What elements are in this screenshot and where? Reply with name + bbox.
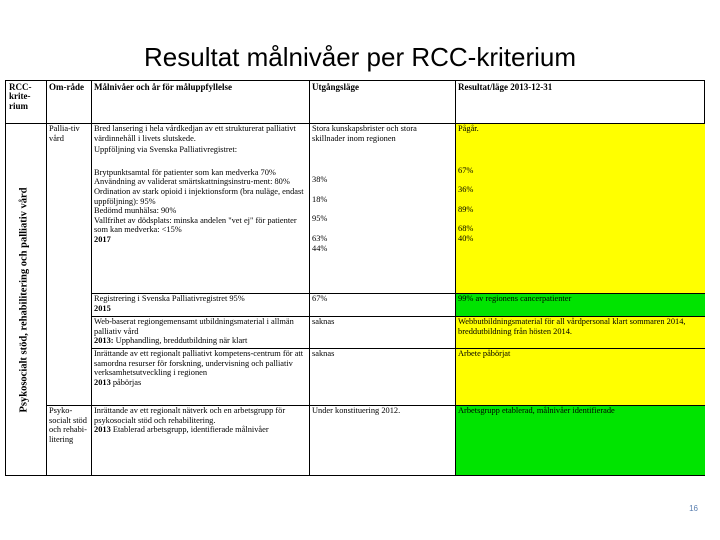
grid-line: [46, 405, 705, 406]
row1-goal-line: Bedömd munhälsa: 90%: [94, 206, 177, 216]
row1-result-line: 40%: [458, 233, 474, 243]
row1-baseline-line: 18%: [312, 194, 328, 204]
row1-goal-year: 2017: [94, 234, 111, 244]
row4-goal: [91, 348, 309, 405]
row1-goal-line: Brytpunktsamtal för patienter som kan medverka 70%: [94, 167, 276, 177]
row3-goal-year: 2013:: [94, 336, 114, 346]
row4-result: Arbete påbörjat: [458, 349, 511, 358]
grid-line: [91, 316, 705, 317]
results-table: [5, 80, 705, 476]
row2-goal: [91, 293, 309, 316]
row1-result-line: 89%: [458, 204, 474, 214]
criterion-label: Psykosocialt stöd, rehabilitering och palliativ vård: [18, 187, 30, 413]
row1-result-line: 36%: [458, 185, 474, 195]
grid-line: [46, 81, 47, 475]
grid-line: [91, 81, 92, 475]
row5-goal-text: Inrättande av ett regionalt nätverk och en arbetsgrupp för psykosocialt stöd och rehabilitering.: [94, 406, 286, 425]
criterion-label-cell: [9, 125, 39, 475]
row3-goal: [91, 316, 309, 348]
row1-baseline-line: 95%: [312, 214, 328, 224]
row5-goal-year: 2013: [94, 425, 111, 435]
row2-goal-text: Registrering i Svenska Palliativregistret 95%: [94, 294, 245, 303]
row1-baseline-line: 44%: [312, 243, 328, 253]
row5-result: Arbetsgrupp etablerad, målnivåer identifierade: [458, 406, 615, 415]
grid-line: [309, 81, 310, 475]
row1-goal-line: Bred lansering i hela vårdkedjan av ett strukturerat palliativt värdinnehåll i livets slutskede.: [94, 124, 296, 143]
row5-baseline: Under konstituering 2012.: [312, 406, 401, 415]
row1-goal-line: Ordination av stark opioid i injektionsform (bra nuläge, endast uppföljning): 95%: [94, 186, 304, 206]
row5-goal: [91, 405, 309, 475]
row1-goal-line: Vallfrihet av dödsplats: minska andelen "vet ej" för patienter som kan medverka: <15%: [94, 215, 297, 235]
row2-goal-year: 2015: [94, 303, 111, 313]
row1-goal-line: Uppföljning via Svenska Palliativregistret:: [94, 145, 238, 155]
page-number: 16: [689, 504, 698, 513]
row5-goal-tail: Etablerad arbetsgrupp, identifierade målnivåer: [112, 425, 269, 435]
row4-goal-tail: påbörjas: [112, 377, 142, 387]
row1-result-line: 67%: [458, 165, 474, 175]
header-baseline: Utgångsläge: [312, 82, 359, 92]
row2-result: 99% av regionens cancerpatienter: [458, 294, 572, 303]
row4-goal-text: Inrättande av ett regionalt palliativt kompetens-centrum för att samordna resurser för forskning, undervisning och palliativ verksamhetsutveckling i regionen: [94, 349, 304, 378]
row1-baseline-line: 63%: [312, 233, 328, 243]
grid-line: [91, 293, 705, 294]
header-goal-levels: Målnivåer och år för måluppfyllelse: [94, 82, 232, 92]
row1-result-line: 68%: [458, 224, 474, 234]
row1-goal: [91, 123, 309, 293]
row1-result: [455, 123, 705, 293]
area-palliativ: Pallia-tiv vård: [49, 124, 80, 143]
row2-baseline: 67%: [312, 294, 328, 303]
slide-title: Resultat målnivåer per RCC-kriterium: [144, 42, 576, 72]
row1-baseline-line: 38%: [312, 175, 328, 185]
row4-goal-year: 2013: [94, 377, 111, 387]
row3-result: Webbutbildningsmaterial för all vårdpersonal klart sommaren 2014, breddutbildning från hösten 2014.: [458, 317, 686, 336]
row4-baseline: saknas: [312, 349, 335, 358]
row1-baseline: [309, 123, 455, 293]
grid-line: [6, 123, 705, 124]
grid-line: [91, 348, 705, 349]
row1-goal-line: Användning av validerat smärtskattningsinstru-ment: 80%: [94, 177, 290, 187]
row1-baseline-line: Stora kunskapsbrister och stora skillnader inom regionen: [312, 124, 417, 143]
area-psykosocialt: Psyko-socialt stöd och rehabi-litering: [49, 406, 87, 444]
row3-goal-text: Web-baserat regiongemensamt utbildningsmaterial i allmän palliativ vård: [94, 317, 294, 336]
row3-goal-tail: Upphandling, breddutbildning när klart: [115, 336, 248, 346]
header-result: Resultat/läge 2013-12-31: [458, 82, 553, 92]
row1-result-line: Pågår.: [458, 124, 479, 133]
header-rcc-criterion: RCC-krite-rium: [9, 82, 32, 111]
row3-baseline: saknas: [312, 317, 335, 326]
grid-line: [455, 81, 456, 475]
header-area: Om-råde: [49, 82, 84, 92]
